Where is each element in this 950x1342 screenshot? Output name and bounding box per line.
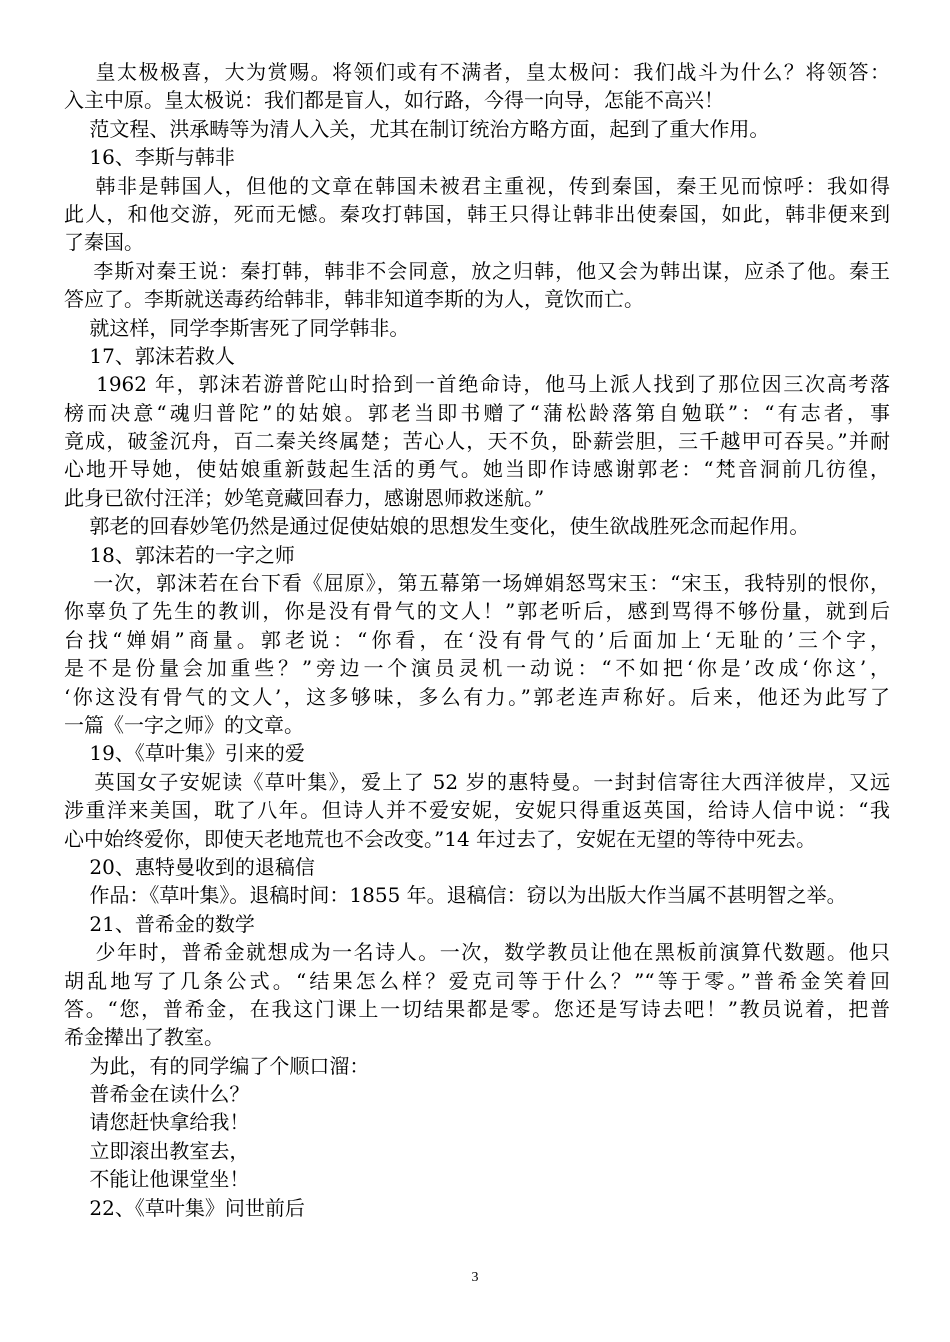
text-line: 此人，和他交游，死而无憾。秦攻打韩国，韩王只得让韩非出使秦国，如此，韩非便来到 <box>64 201 890 226</box>
text-line: 郭老的回春妙笔仍然是通过促使姑娘的思想发生变化，使生欲战胜死念而起作用。 <box>64 514 810 539</box>
text-line: 一篇《一字之师》的文章。 <box>64 712 304 737</box>
text-line: 少年时，普希金就想成为一名诗人。一次，数学教员让他在黑板前演算代数题。他只 <box>64 940 890 965</box>
page-number: 3 <box>471 1270 479 1285</box>
text-line: 立即滚出教室去， <box>64 1138 250 1163</box>
text-line: 心中始终爱你，即使天老地荒也不会改变。”14 年过去了，安妮在无望的等待中死去。 <box>64 826 817 851</box>
document-body <box>64 58 890 1222</box>
text-line: 台找“婵娟”商量。郭老说：“你看，在‘没有骨气的’后面加上‘无耻的’三个字， <box>64 627 890 652</box>
text-line: 你辜负了先生的教训，你是没有骨气的文人！”郭老听后，感到骂得不够份量，就到后 <box>64 599 890 624</box>
text-line: 普希金在读什么？ <box>64 1082 250 1107</box>
text-line: 作品：《草叶集》。退稿时间：1855 年。退稿信：窃以为出版大作当属不甚明智之举。 <box>64 883 847 908</box>
text-line: 皇太极极喜，大为赏赐。将领们或有不满者，皇太极问：我们战斗为什么？将领答： <box>64 60 890 84</box>
text-line: 1962 年，郭沫若游普陀山时拾到一首绝命诗，他马上派人找到了那位因三次高考落 <box>64 372 890 397</box>
text-line: 答应了。李斯就送毒药给韩非，韩非知道李斯的为人，竟饮而亡。 <box>64 287 644 312</box>
text-line: 了秦国。 <box>64 230 144 255</box>
text-line: 就这样，同学李斯害死了同学韩非。 <box>64 315 410 340</box>
text-line: 涉重洋来美国，耽了八年。但诗人并不爱安妮，安妮只得重返英国，给诗人信中说：“我 <box>64 798 890 823</box>
text-line: 不能让他课堂坐！ <box>64 1167 250 1192</box>
text-line: 为此，有的同学编了个顺口溜： <box>64 1053 370 1078</box>
text-line: ‘你这没有骨气的文人’，这多够味，多么有力。”郭老连声称好。后来，他还为此写了 <box>64 684 890 709</box>
text-line: 韩非是韩国人，但他的文章在韩国未被君主重视，传到秦国，秦王见而惊呼：我如得 <box>64 173 890 198</box>
text-line: 16、李斯与韩非 <box>64 145 235 170</box>
text-line: 英国女子安妮读《草叶集》，爱上了 52 岁的惠特曼。一封封信寄往大西洋彼岸，又远 <box>64 769 890 794</box>
text-line: 榜而决意“魂归普陀”的姑娘。郭老当即书赠了“蒲松龄落第自勉联”：“有志者，事 <box>64 400 890 425</box>
text-line: 21、普希金的数学 <box>64 911 255 936</box>
text-line: 希金撵出了教室。 <box>64 1025 224 1050</box>
text-line: 范文程、洪承畴等为清人入关，尤其在制订统治方略方面，起到了重大作用。 <box>64 116 770 141</box>
text-line: 一次，郭沫若在台下看《屈原》，第五幕第一场婵娟怒骂宋玉：“宋玉，我特别的恨你， <box>64 571 890 596</box>
text-line: 17、郭沫若救人 <box>64 343 235 368</box>
text-line: 入主中原。皇太极说：我们都是盲人，如行路，今得一向导，怎能不高兴！ <box>64 88 724 113</box>
text-line: 22、《草叶集》问世前后 <box>64 1195 305 1220</box>
text-line: 答。“您，普希金，在我这门课上一切结果都是零。您还是写诗去吧！”教员说着，把普 <box>64 996 890 1021</box>
text-line: 胡乱地写了几条公式。“结果怎么样？爱克司等于什么？”“等于零。”普希金笑着回 <box>64 968 890 993</box>
text-line: 19、《草叶集》引来的爱 <box>64 741 305 766</box>
text-line: 心地开导她，使姑娘重新鼓起生活的勇气。她当即作诗感谢郭老：“梵音洞前几彷徨， <box>64 457 890 482</box>
text-line: 是不是份量会加重些？”旁边一个演员灵机一动说：“不如把‘你是’改成‘你这’， <box>64 656 890 681</box>
text-line: 20、惠特曼收到的退稿信 <box>64 854 315 879</box>
text-line: 李斯对秦王说：秦打韩，韩非不会同意，放之归韩，他又会为韩出谋，应杀了他。秦王 <box>64 258 890 283</box>
text-line: 竟成，破釜沉舟，百二秦关终属楚；苦心人，天不负，卧薪尝胆，三千越甲可吞吴。”并耐 <box>64 429 890 454</box>
text-line: 18、郭沫若的一字之师 <box>64 542 295 567</box>
text-line: 请您赶快拿给我！ <box>64 1110 250 1135</box>
text-line: 此身已欲付汪洋；妙笔竟藏回春力，感谢恩师救迷航。” <box>64 485 545 510</box>
